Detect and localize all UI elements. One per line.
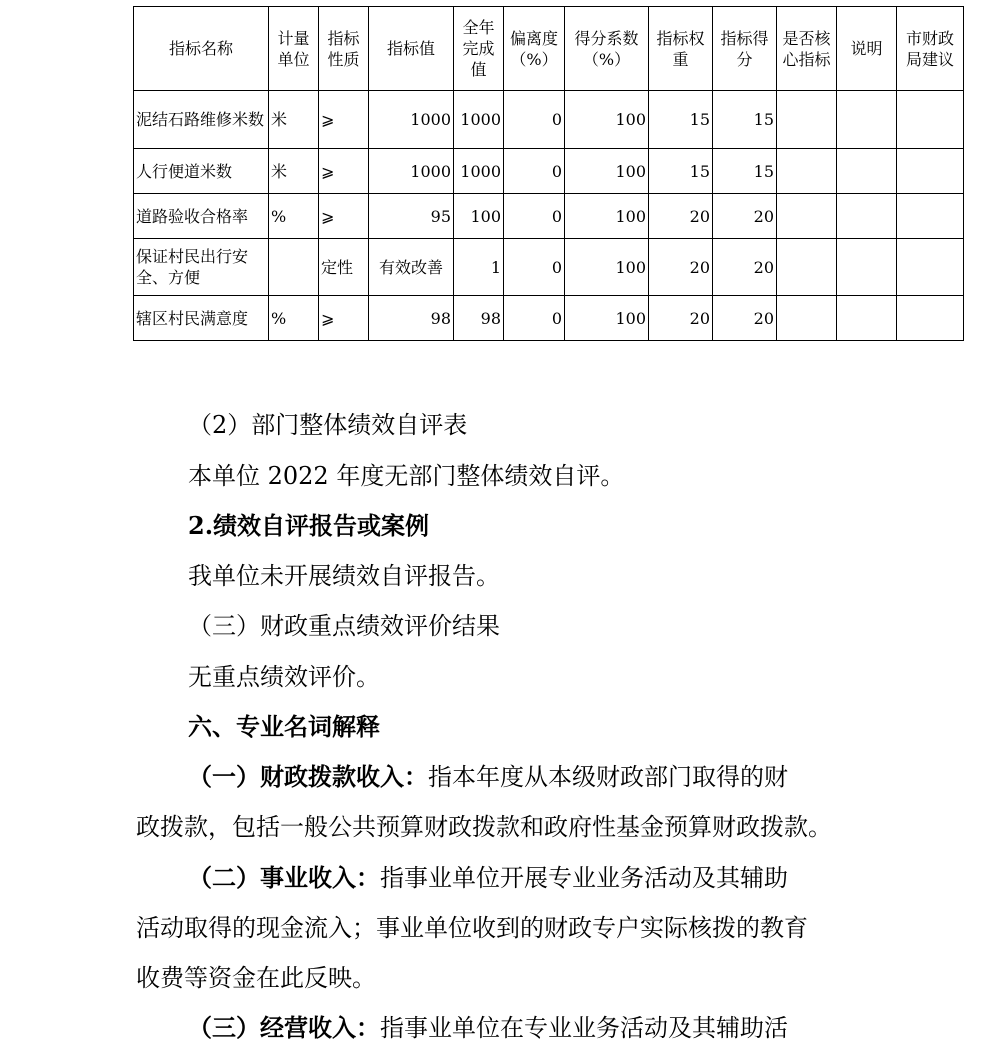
- table-cell: ⩾: [319, 149, 369, 194]
- table-cell: %: [269, 296, 319, 341]
- table-cell: 15: [649, 91, 713, 149]
- table-cell: [897, 149, 964, 194]
- table-cell: [269, 239, 319, 296]
- table-cell: 保证村民出行安全、方便: [134, 239, 269, 296]
- table-cell: [897, 296, 964, 341]
- table-cell: [777, 91, 837, 149]
- table-cell: 20: [713, 296, 777, 341]
- header-cell: 得分系数（%）: [565, 7, 649, 91]
- definition-line: [188, 1012, 788, 1044]
- table-row: [134, 296, 964, 341]
- table-cell: 100: [565, 239, 649, 296]
- table-cell: [777, 194, 837, 239]
- table-cell: 20: [713, 194, 777, 239]
- table-cell: 100: [565, 194, 649, 239]
- definition-text: 指事业单位开展专业业务活动及其辅助: [380, 864, 788, 892]
- table-cell: 米: [269, 149, 319, 194]
- table-cell: 1000: [454, 91, 504, 149]
- subsection-heading: （三）财政重点绩效评价结果: [188, 612, 500, 640]
- definition-term: （一）财政拨款收入：: [188, 762, 428, 791]
- table-cell: 定性: [319, 239, 369, 296]
- definition-text: 指事业单位在专业业务活动及其辅助活: [380, 1014, 788, 1042]
- header-cell: 市财政局建议: [897, 7, 964, 91]
- table-cell: 15: [649, 149, 713, 194]
- table-cell: 15: [713, 149, 777, 194]
- table-cell: %: [269, 194, 319, 239]
- table-cell: [777, 239, 837, 296]
- table-cell: [897, 239, 964, 296]
- table-cell: 100: [565, 296, 649, 341]
- table-row: [134, 91, 964, 149]
- header-cell: 是否核心指标: [777, 7, 837, 91]
- table-cell: 0: [504, 149, 565, 194]
- table-cell: ⩾: [319, 296, 369, 341]
- table-row: [134, 149, 964, 194]
- header-cell: 说明: [837, 7, 897, 91]
- definition-term: （三）经营收入：: [188, 1013, 380, 1042]
- paragraph: 政拨款，包括一般公共预算财政拨款和政府性基金预算财政拨款。: [136, 813, 832, 841]
- table-cell: [837, 91, 897, 149]
- table-cell: ⩾: [319, 91, 369, 149]
- table-cell: 0: [504, 296, 565, 341]
- table-cell: [897, 194, 964, 239]
- paragraph: 活动取得的现金流入；事业单位收到的财政专户实际核拨的教育: [136, 914, 808, 942]
- header-cell: 指标性质: [319, 7, 369, 91]
- header-cell: 指标值: [369, 7, 454, 91]
- header-cell: 指标名称: [134, 7, 269, 91]
- table-cell: 95: [369, 194, 454, 239]
- table-cell: 100: [565, 91, 649, 149]
- table-cell: 0: [504, 91, 565, 149]
- table-cell: [837, 149, 897, 194]
- header-cell: 偏离度（%）: [504, 7, 565, 91]
- table-cell: [837, 239, 897, 296]
- section-heading: 2.绩效自评报告或案例: [188, 511, 430, 540]
- paragraph: 无重点绩效评价。: [188, 663, 380, 691]
- table-cell: [837, 194, 897, 239]
- definition-text: 指本年度从本级财政部门取得的财: [428, 763, 788, 791]
- table-cell: 辖区村民满意度: [134, 296, 269, 341]
- table-cell: 米: [269, 91, 319, 149]
- section-heading: 六、专业名词解释: [188, 712, 380, 741]
- table-cell: ⩾: [319, 194, 369, 239]
- table-cell: [897, 91, 964, 149]
- table-cell: 1000: [369, 91, 454, 149]
- header-cell: 全年完成值: [454, 7, 504, 91]
- table-cell: 20: [649, 194, 713, 239]
- definition-term: （二）事业收入：: [188, 863, 380, 892]
- table-cell: [777, 149, 837, 194]
- paragraph: 本单位 2022 年度无部门整体绩效自评。: [188, 462, 625, 490]
- table-cell: 泥结石路维修米数: [134, 91, 269, 149]
- table-cell: 20: [649, 296, 713, 341]
- paragraph: 收费等资金在此反映。: [136, 964, 376, 992]
- table-cell: 98: [454, 296, 504, 341]
- table-cell: [777, 296, 837, 341]
- table-cell: 道路验收合格率: [134, 194, 269, 239]
- table-cell: 20: [649, 239, 713, 296]
- table-cell: [837, 296, 897, 341]
- table-cell: 有效改善: [369, 239, 454, 296]
- table-cell: 100: [454, 194, 504, 239]
- table-cell: 20: [713, 239, 777, 296]
- definition-line: [188, 761, 788, 793]
- paragraph: 我单位未开展绩效自评报告。: [188, 562, 500, 590]
- table-row: [134, 194, 964, 239]
- header-cell: 计量单位: [269, 7, 319, 91]
- table-row: [134, 239, 964, 296]
- table-cell: 0: [504, 194, 565, 239]
- table-cell: 1000: [454, 149, 504, 194]
- table-cell: 98: [369, 296, 454, 341]
- table-cell: 1: [454, 239, 504, 296]
- table-cell: 人行便道米数: [134, 149, 269, 194]
- table-cell: 100: [565, 149, 649, 194]
- table-cell: 15: [713, 91, 777, 149]
- table-header-row: [134, 7, 964, 91]
- performance-metrics-table: [133, 6, 964, 341]
- header-cell: 指标权重: [649, 7, 713, 91]
- table-cell: 1000: [369, 149, 454, 194]
- definition-line: [188, 862, 788, 894]
- subsection-heading: （2）部门整体绩效自评表: [188, 411, 468, 439]
- header-cell: 指标得分: [713, 7, 777, 91]
- table-cell: 0: [504, 239, 565, 296]
